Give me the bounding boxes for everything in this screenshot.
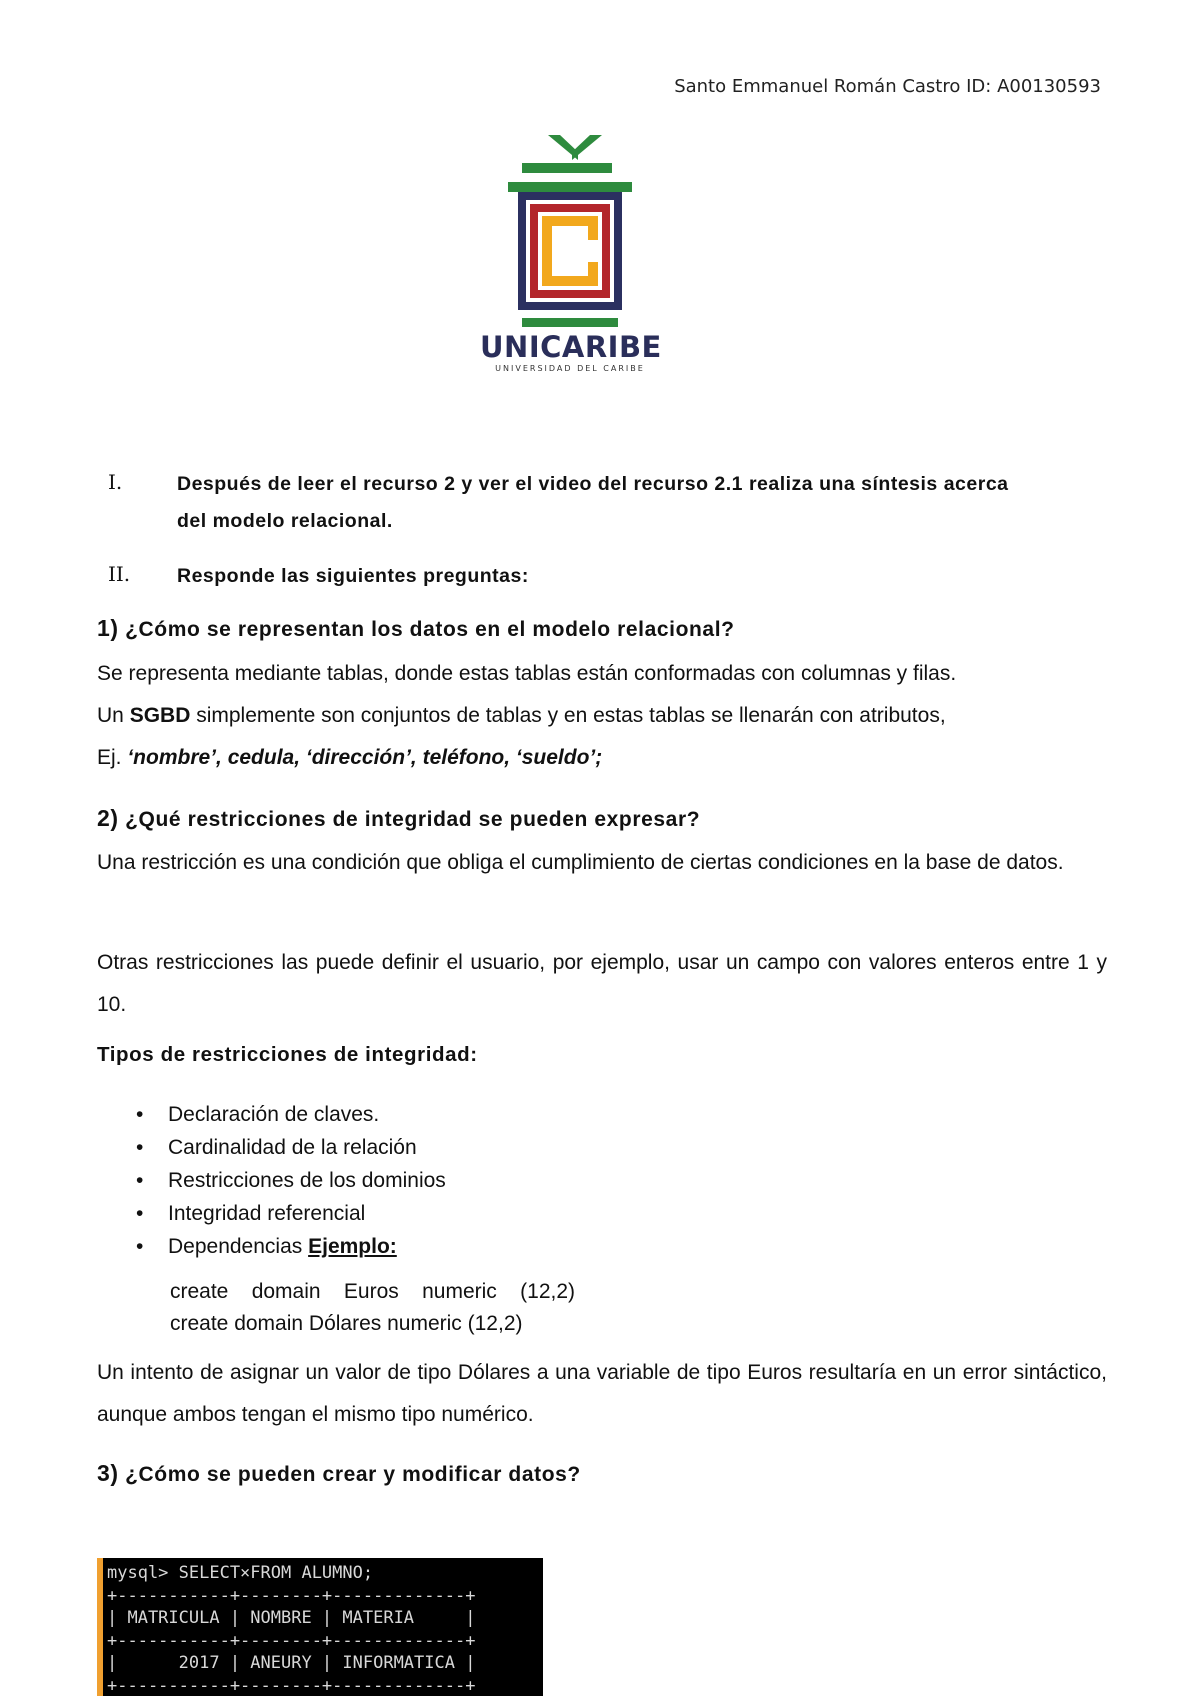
author-header: Santo Emmanuel Román Castro ID: A00130593 (674, 76, 1101, 97)
list-item (130, 1131, 446, 1164)
section-2-text: Responde las siguientes preguntas: (177, 565, 529, 587)
code-line-1: create domain Euros numeric (12,2) (170, 1280, 575, 1303)
logo-wordmark: UNICARIBE (480, 330, 662, 364)
list-item (130, 1164, 446, 1197)
q1-sgbd-term: SGBD (129, 704, 191, 727)
section-2-numeral: II. (108, 562, 131, 586)
logo-tagline: UNIVERSIDAD DEL CARIBE (495, 364, 645, 373)
list-item-text: Restricciones de los dominios (168, 1169, 446, 1192)
code-line-2: create domain Dólares numeric (12,2) (170, 1312, 523, 1335)
q1-p3-text-a: Ej. (97, 746, 128, 769)
mysql-terminal-screenshot (97, 1558, 543, 1696)
restriction-types-list (130, 1098, 446, 1263)
terminal-line: +-----------+--------+-------------+ (107, 1585, 476, 1606)
list-item (130, 1197, 446, 1230)
list-item-text: Integridad referencial (168, 1202, 366, 1225)
question-3-number: 3) (97, 1460, 119, 1486)
q1-attributes-example: ‘nombre’, cedula, ‘dirección’, teléfono, ‘sueldo’; (127, 746, 603, 769)
q2-paragraph-2: Otras restricciones las puede definir el usuario, por ejemplo, usar un campo con valores enteros entre 1 y 10. (97, 951, 1107, 1016)
question-2-heading (97, 805, 700, 832)
section-1-line1: Después de leer el recurso 2 y ver el video del recurso 2.1 realiza una síntesis acerca (177, 473, 1009, 495)
q2-types-title: Tipos de restricciones de integridad: (97, 1043, 478, 1066)
terminal-line: | 2017 | ANEURY | INFORMATICA | (107, 1653, 476, 1673)
question-2-number: 2) (97, 805, 119, 831)
q1-p2-text-a: Un (97, 704, 130, 727)
list-item-text: Cardinalidad de la relación (168, 1136, 417, 1159)
question-1-title: ¿Cómo se representan los datos en el modelo relacional? (125, 618, 735, 641)
question-3-heading (97, 1460, 581, 1487)
section-1-line2: del modelo relacional. (177, 510, 393, 532)
question-1-heading (97, 615, 735, 642)
section-1-numeral: I. (108, 470, 123, 494)
terminal-line: +-----------+--------+-------------+ (107, 1630, 476, 1651)
q1-paragraph-1: Se representa mediante tablas, donde estas tablas están conformadas con columnas y filas. (97, 662, 957, 685)
example-label: Ejemplo: (308, 1235, 397, 1258)
terminal-line: +-----------+--------+-------------+ (107, 1675, 476, 1696)
list-item (130, 1098, 446, 1131)
terminal-line: | MATRICULA | NOMBRE | MATERIA | (107, 1608, 476, 1628)
list-item (130, 1230, 446, 1263)
q2-paragraph-1: Una restricción es una condición que obliga el cumplimiento de ciertas condiciones en la base de datos. (97, 851, 1064, 874)
question-1-number: 1) (97, 615, 119, 641)
q1-paragraph-2 (97, 697, 946, 735)
question-2-title: ¿Qué restricciones de integridad se pueden expresar? (125, 808, 701, 831)
q1-p2-text-c: simplemente son conjuntos de tablas y en estas tablas se llenarán con atributos, (190, 704, 946, 727)
terminal-line: mysql> SELECT×FROM ALUMNO; (107, 1563, 374, 1583)
q1-paragraph-3 (97, 739, 602, 777)
list-item-text: Declaración de claves. (168, 1103, 380, 1126)
terminal-output (103, 1558, 543, 1697)
question-3-title: ¿Cómo se pueden crear y modificar datos? (125, 1463, 581, 1486)
q2-paragraph-3: Un intento de asignar un valor de tipo Dólares a una variable de tipo Euros resultaría en un error sintáctico, aunque ambos tengan el mismo tipo numérico. (97, 1361, 1107, 1426)
list-item-text: Dependencias (168, 1235, 309, 1258)
